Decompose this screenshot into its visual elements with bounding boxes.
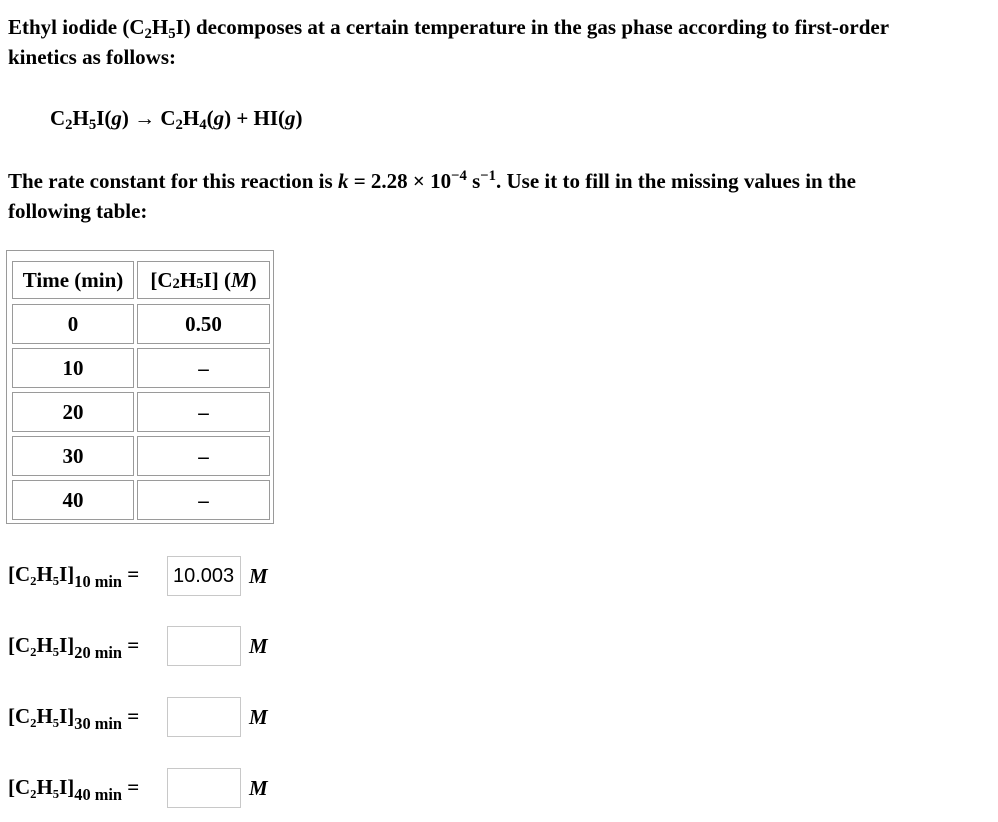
table-cell-time: 40 bbox=[12, 480, 134, 520]
answer-input-40min[interactable] bbox=[167, 768, 241, 808]
table-cell-concentration: – bbox=[137, 436, 270, 476]
reaction-arrow: → bbox=[134, 106, 156, 130]
product-hi: HI(g) bbox=[253, 106, 303, 130]
answer-unit-30: M bbox=[249, 705, 268, 729]
table-cell-time: 30 bbox=[12, 436, 134, 476]
table-cell-concentration: – bbox=[137, 480, 270, 520]
rate-constant-text: The rate constant for this reaction is $k = 2.28 \times 10^{-4}$ $s^{-1}$. Use it to fill in the missing values in the following table: bbox=[8, 167, 856, 223]
answer-label-40: $[C_2H_5I]_{40 min}$ = bbox=[8, 775, 140, 804]
product-ethylene: $C_2H_4(g)$ bbox=[160, 106, 232, 134]
table-cell-time: 10 bbox=[12, 348, 134, 388]
reaction-equation bbox=[50, 103, 303, 133]
answer-label-20: $[C_2H_5I]_{20 min}$ = bbox=[8, 633, 140, 662]
answer-input-30min[interactable] bbox=[167, 697, 241, 737]
plus-sign: + bbox=[236, 106, 249, 130]
answer-unit-40: M bbox=[249, 776, 268, 800]
table-cell-concentration: – bbox=[137, 392, 270, 432]
question-intro: Ethyl iodide $(C_2H_5I)$ decomposes at a certain temperature in the gas phase according to first-order kinetics as follows: bbox=[8, 15, 890, 69]
concentration-table bbox=[6, 250, 274, 524]
reactant: $C_2H_5I(g)$ bbox=[50, 106, 129, 134]
answer-label-30: $[C_2H_5I]_{30 min}$ = bbox=[8, 704, 140, 733]
answer-input-20min[interactable] bbox=[167, 626, 241, 666]
answer-unit-10: M bbox=[249, 564, 268, 588]
table-cell-time: 0 bbox=[12, 304, 134, 344]
answer-label-10: $[C_2H_5I]_{10 min}$ = bbox=[8, 562, 140, 591]
header-concentration: [C $_2$ H $_5$ I] ( M ) bbox=[137, 261, 270, 299]
table-cell-time: 20 bbox=[12, 392, 134, 432]
answer-unit-20: M bbox=[249, 634, 268, 658]
answer-input-10min[interactable] bbox=[167, 556, 241, 596]
header-time: Time (min) bbox=[12, 261, 134, 299]
table-cell-concentration: 0.50 bbox=[137, 304, 270, 344]
table-cell-concentration: – bbox=[137, 348, 270, 388]
